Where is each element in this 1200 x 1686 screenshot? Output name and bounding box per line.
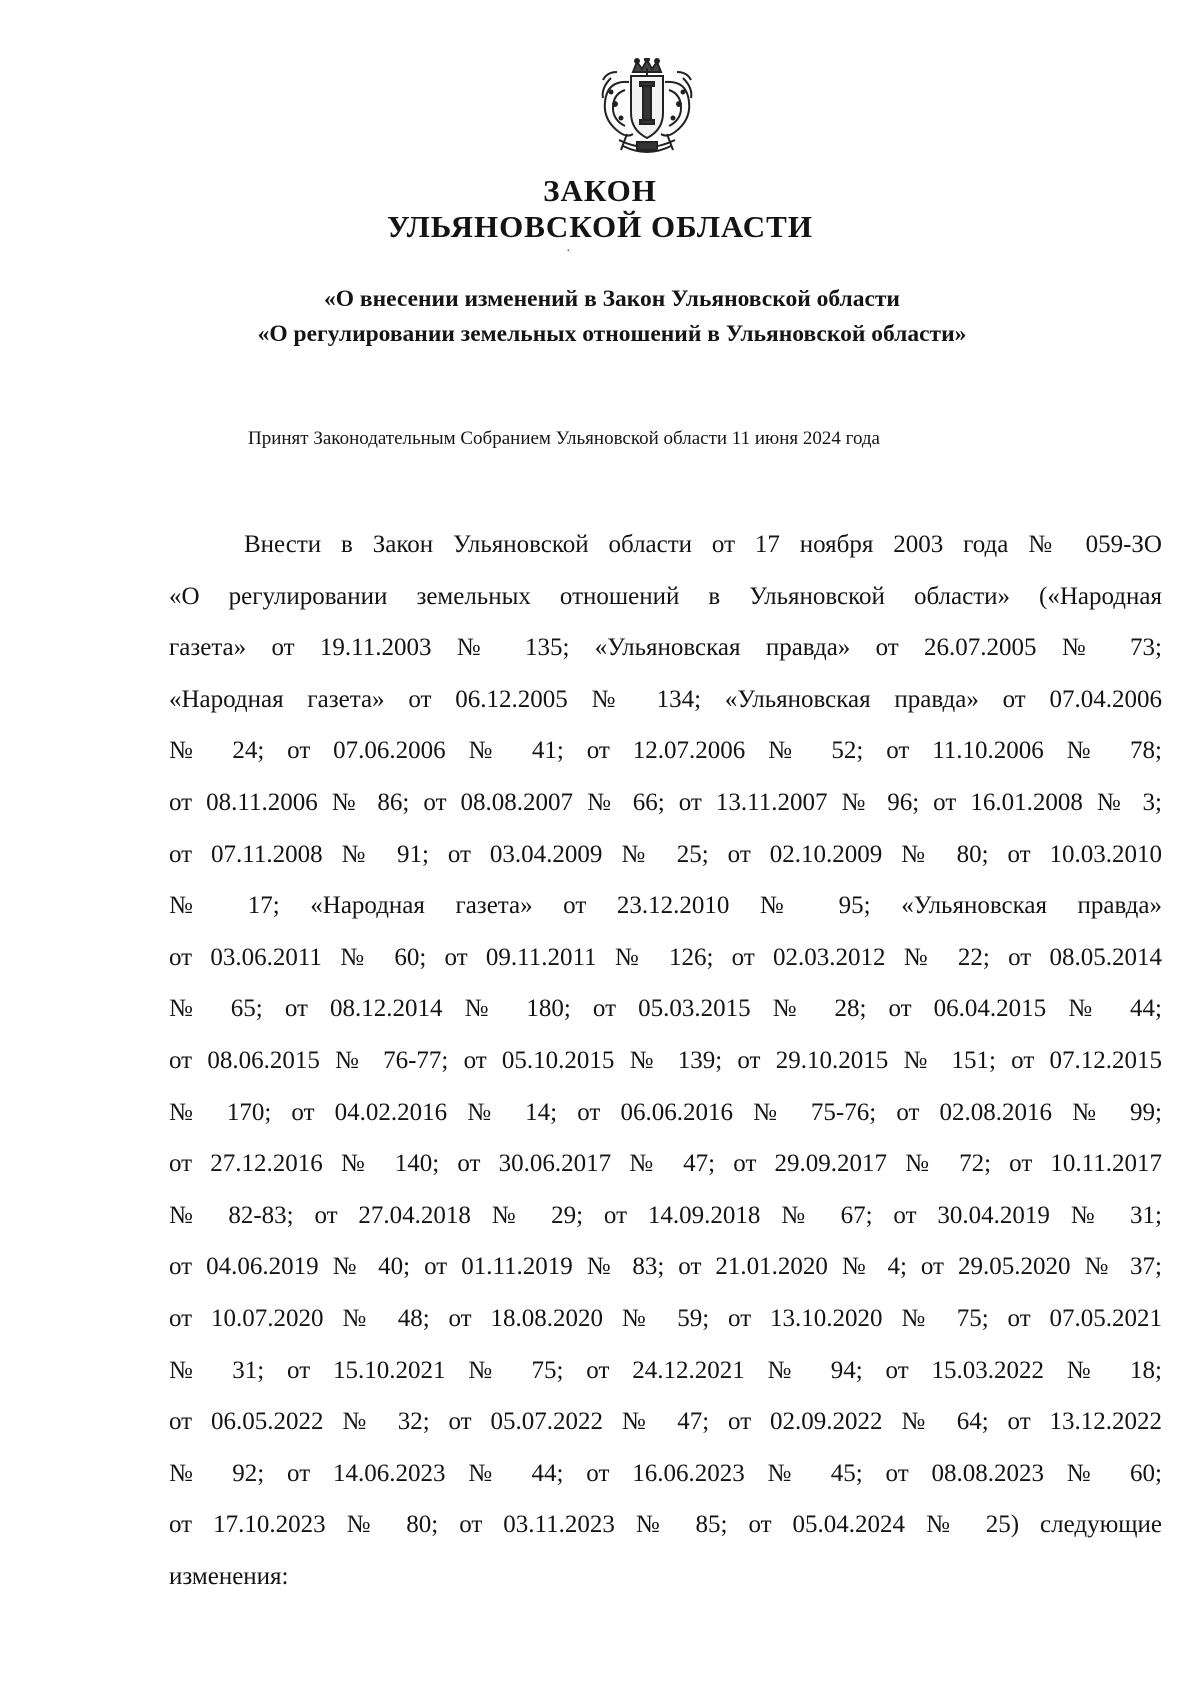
law-title-line2: УЛЬЯНОВСКОЙ ОБЛАСТИ	[387, 209, 813, 244]
body-line: Внести в Закон Ульяновской области от 17 ноября 2003 года № 059-ЗО	[244, 531, 1162, 558]
body-line: от 06.05.2022 № 32; от 05.07.2022 № 47; от 02.09.2022 № 64; от 13.12.2022	[169, 1408, 1162, 1436]
body-line: № 65; от 08.12.2014 № 180; от 05.03.2015 № 28; от 06.04.2015 № 44;	[169, 995, 1162, 1023]
body-line: от 27.12.2016 № 140; от 30.06.2017 № 47; от 29.09.2017 № 72; от 10.11.2017	[169, 1150, 1162, 1178]
law-heading-line2: «О регулировании земельных отношений в Ульяновской области»	[257, 321, 967, 347]
body-line: № 31; от 15.10.2021 № 75; от 24.12.2021 № 94; от 15.03.2022 № 18;	[169, 1356, 1162, 1384]
adoption-note: Принят Законодательным Собранием Ульяновской области 11 июня 2024 года	[248, 428, 880, 449]
body-line: от 07.11.2008 № 91; от 03.04.2009 № 25; от 02.10.2009 № 80; от 10.03.2010	[169, 840, 1162, 868]
body-line: от 04.06.2019 № 40; от 01.11.2019 № 83; от 21.01.2020 № 4; от 29.05.2020 № 37;	[169, 1253, 1162, 1281]
body-line: № 24; от 07.06.2006 № 41; от 12.07.2006 № 52; от 11.10.2006 № 78;	[169, 737, 1162, 765]
law-body-paragraph	[169, 519, 1162, 1602]
coat-of-arms-icon	[597, 58, 697, 160]
body-line: от 10.07.2020 № 48; от 18.08.2020 № 59; от 13.10.2020 № 75; от 07.05.2021	[169, 1304, 1162, 1332]
scan-speck: ·	[566, 244, 571, 259]
body-line: № 17; «Народная газета» от 23.12.2010 № 95; «Ульяновская правда»	[169, 892, 1162, 920]
body-line: от 08.11.2006 № 86; от 08.08.2007 № 66; от 13.11.2007 № 96; от 16.01.2008 № 3;	[169, 788, 1162, 816]
body-line: «О регулировании земельных отношений в Ульяновской области» («Народная	[169, 582, 1162, 610]
body-line: № 92; от 14.06.2023 № 44; от 16.06.2023 № 45; от 08.08.2023 № 60;	[169, 1459, 1162, 1487]
body-line: от 17.10.2023 № 80; от 03.11.2023 № 85; от 05.04.2024 № 25) следующие	[169, 1511, 1162, 1539]
body-line: от 03.06.2011 № 60; от 09.11.2011 № 126; от 02.03.2012 № 22; от 08.05.2014	[169, 943, 1162, 971]
body-line: изменения:	[169, 1562, 289, 1590]
law-heading-line1: «О внесении изменений в Закон Ульяновской области	[324, 286, 900, 312]
law-title-line1: ЗАКОН	[543, 173, 657, 208]
body-line: «Народная газета» от 06.12.2005 № 134; «Ульяновская правда» от 07.04.2006	[169, 685, 1162, 713]
body-line: газета» от 19.11.2003 № 135; «Ульяновская правда» от 26.07.2005 № 73;	[169, 634, 1162, 662]
body-line: № 170; от 04.02.2016 № 14; от 06.06.2016 № 75-76; от 02.08.2016 № 99;	[169, 1098, 1162, 1126]
body-line: № 82-83; от 27.04.2018 № 29; от 14.09.2018 № 67; от 30.04.2019 № 31;	[169, 1201, 1162, 1229]
body-line: от 08.06.2015 № 76-77; от 05.10.2015 № 139; от 29.10.2015 № 151; от 07.12.2015	[169, 1046, 1162, 1074]
